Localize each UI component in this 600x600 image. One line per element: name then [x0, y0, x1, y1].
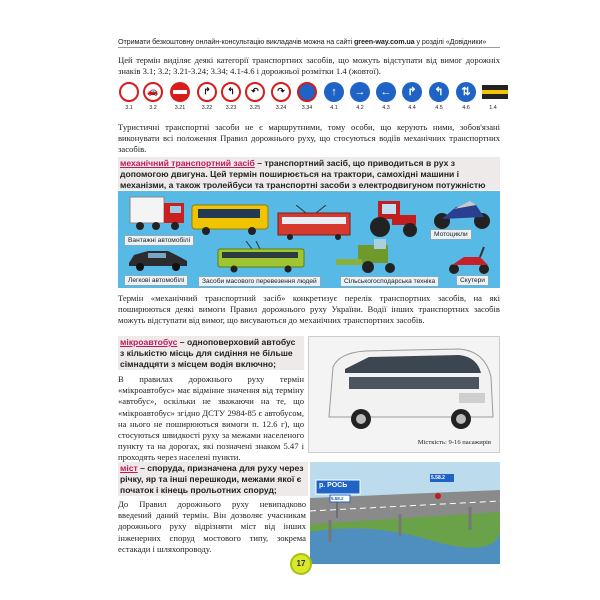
- road-sign-code: 3.21: [174, 105, 186, 111]
- trucks-label: Вантажні автомобілі: [124, 235, 194, 246]
- road-sign-4-6: [455, 82, 477, 111]
- sign-code-far: 5.58.2: [431, 475, 445, 481]
- bridge-scene: [310, 462, 500, 564]
- road-sign-icon: ↱: [402, 82, 422, 102]
- road-sign-icon: ↰: [429, 82, 449, 102]
- road-sign-code: 4.1: [330, 105, 338, 111]
- intro-paragraph: Цей термін виділяє деякі категорії транспортних засобів, що можуть відступати від вимог дорожніх знаків 3.1; 3.2; 3.21-3.24; 3.34; 4.1-4.6 і дорожньої розмітки 1.4 (жовтої).: [118, 55, 500, 77]
- road-sign-code: 3.23: [225, 105, 237, 111]
- road-sign-icon: ⇅: [456, 82, 476, 102]
- page-header: [118, 37, 500, 46]
- bridge-illustration: [310, 462, 500, 564]
- road-sign-code: 3.22: [201, 105, 213, 111]
- road-sign-code: 4.5: [435, 105, 443, 111]
- sign-code-near: 5.58.2: [331, 496, 344, 501]
- road-sign-3-21: [169, 82, 191, 111]
- truck-image: [128, 195, 190, 233]
- road-sign-3-2: [142, 82, 164, 111]
- road-signs-row: [118, 82, 500, 116]
- mechanical-definition: [118, 157, 500, 190]
- road-sign-icon: ↰: [221, 82, 241, 102]
- road-sign-code: 4.4: [408, 105, 416, 111]
- page-number-badge: 17: [290, 553, 312, 575]
- road-sign-code: 3.24: [275, 105, 287, 111]
- tourist-paragraph: Туристичні транспортні засоби не є маршрутними, тому особи, що керують ними, зобов'язані виконувати всі положення Правил дорожнього руху, що стосуються водіїв механічних транспортних засобів.: [118, 122, 500, 155]
- tractor-image: [362, 197, 422, 239]
- minibus-term: мікроавтобус: [120, 337, 178, 347]
- road-sign-code: 3.34: [301, 105, 313, 111]
- road-sign-icon: ↱: [197, 82, 217, 102]
- tram-image: [276, 205, 354, 241]
- header-suffix: у розділі «Довідники»: [414, 37, 487, 46]
- road-sign-icon: ↶: [245, 82, 265, 102]
- bus-image: [190, 203, 272, 237]
- minibus-photo: [308, 336, 500, 453]
- mass-transport-label: Засоби масового перевезення людей: [198, 276, 321, 287]
- motorcycle-image: [430, 197, 494, 231]
- motorcycles-label: Мотоцикли: [430, 229, 472, 240]
- road-sign-icon: [119, 82, 139, 102]
- bridge-paragraph: До Правил дорожнього руху невипадково введений даний термін. Він дозволяє учасникам дорожнього руху відрізняти міст від інших інженерних споруд мостового типу, зокрема естакади і шляхопроводу.: [118, 499, 306, 554]
- road-marking-icon: [482, 85, 508, 99]
- minibus-image: [309, 337, 499, 437]
- scooters-label: Скутери: [456, 275, 489, 286]
- road-sign-code: 3.25: [249, 105, 261, 111]
- mechanical-definition-text: – транспортний засіб, що приводиться в рух з допомогою двигуна. Цей термін поширюється на трактори, самохідні машини і механізми, а також тролейбуси та транспортні засоби з електродвигуном потужністю: [120, 158, 486, 190]
- mechanical-term: механічний транспортний засіб: [120, 158, 255, 168]
- road-sign-code: 3.2: [149, 105, 157, 111]
- road-sign-3-22: [196, 82, 218, 111]
- minibus-definition-text: – одноповерховий автобус з кількістю місць для сидіння не більше сімнадцяти з місцем водія включно;: [120, 337, 296, 369]
- bridge-term: міст: [120, 463, 138, 473]
- road-sign-3-25: [244, 82, 266, 111]
- road-sign-3-34: [296, 82, 318, 111]
- road-sign-4-3: [375, 82, 397, 111]
- minibus-definition: [118, 336, 304, 370]
- road-sign-icon: [170, 82, 190, 102]
- road-sign-code: 3.1: [125, 105, 133, 111]
- mechanical-paragraph: Термін «механічний транспортний засіб» конкретизує перелік транспортних засобів, на які поширюються деякі вимоги Правил дорожнього руху України. Водії інших транспортних засобів можуть відступати від вимог, що висуваються до механічних транспортних засобів.: [118, 293, 500, 326]
- road-sign-code: 1.4: [489, 105, 497, 111]
- road-sign-3-24: [270, 82, 292, 111]
- scooter-image: [444, 245, 494, 275]
- road-sign-3-1: [118, 82, 140, 111]
- minibus-capacity-caption: Місткість: 9-16 пасажирів: [417, 439, 491, 446]
- road-sign-code: 4.3: [382, 105, 390, 111]
- road-sign-icon: ↷: [271, 82, 291, 102]
- road-sign-icon: ↑: [324, 82, 344, 102]
- road-sign-icon: →: [350, 82, 370, 102]
- cars-label: Легкові автомобілі: [124, 275, 188, 286]
- header-prefix: Отримати безкоштовну онлайн-консультацію викладачів можна на сайті: [118, 37, 354, 46]
- bridge-definition: [118, 462, 308, 496]
- road-sign-4-4: [401, 82, 423, 111]
- river-sign: р. РОСЬ: [319, 482, 348, 489]
- bridge-definition-text: – споруда, призначена для руху через річку, яр та інші перешкоди, межами якої є початок і кінець прольотних споруд;: [120, 463, 304, 495]
- header-divider: [118, 47, 500, 48]
- road-sign-4-5: [428, 82, 450, 111]
- agricultural-label: Сільськогосподарська техніка: [340, 276, 439, 287]
- road-sign-code: 4.2: [356, 105, 364, 111]
- vehicle-types-panel: [118, 191, 500, 288]
- combine-harvester-image: [334, 239, 408, 275]
- minibus-paragraph: В правилах дорожнього руху термін «мікроавтобус» має відмінне значення від терміну «автобус», оскільки не зважаючи на те, що «мікроавтобус» згідно ДСТУ 2984-85 є автобусом, на нього не поширюються вимоги п. 12.6 г), що стосуються швидкості руху за межами населеного пункту та на дорогах, які позначені знаком 5.47 і проходять через населені пункти.: [118, 374, 304, 463]
- road-sign-icon: ←: [376, 82, 396, 102]
- road-sign-1-4: [482, 82, 504, 111]
- road-sign-code: 4.6: [462, 105, 470, 111]
- road-sign-4-1: [323, 82, 345, 111]
- car-image: [126, 247, 190, 271]
- trolleybus-image: [216, 241, 308, 273]
- road-sign-icon: [297, 82, 317, 102]
- road-sign-icon: 🚗: [143, 82, 163, 102]
- road-sign-3-23: [220, 82, 242, 111]
- header-site-link[interactable]: green-way.com.ua: [354, 37, 415, 46]
- road-sign-4-2: [349, 82, 371, 111]
